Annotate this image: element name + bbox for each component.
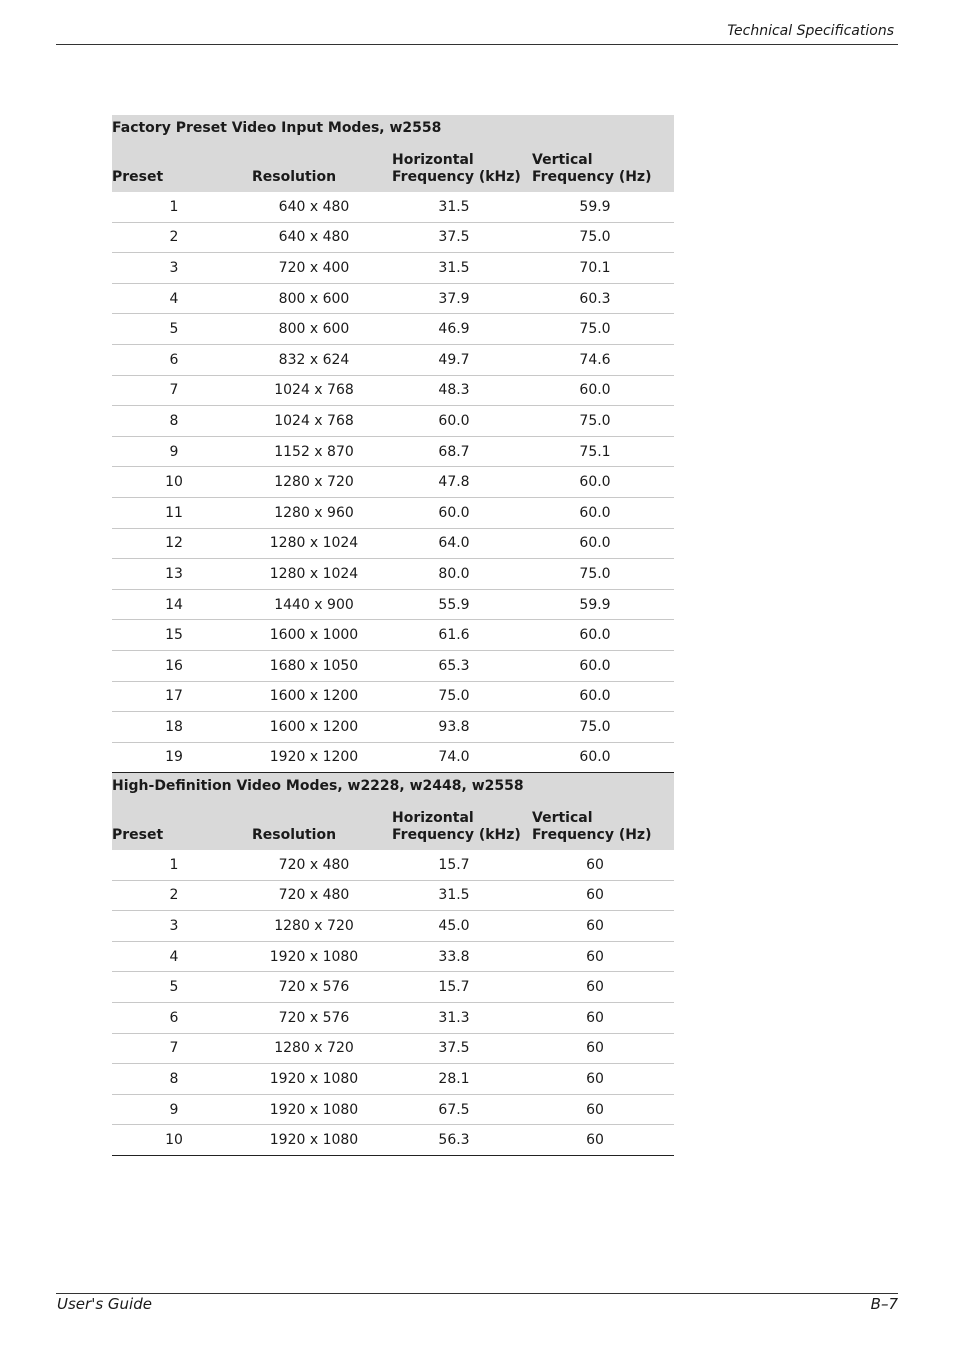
column-headers: [112, 140, 674, 192]
cell-resolution: 1920 x 1080: [269, 1132, 359, 1149]
column-headers: [112, 798, 674, 850]
cell-resolution: 1280 x 960: [274, 504, 354, 521]
cell-vertical-frequency: 75.0: [579, 229, 611, 246]
table-row: [112, 528, 674, 559]
col-horizontal-line2: Frequency (kHz): [392, 169, 521, 185]
cell-vertical-frequency: 70.1: [579, 259, 611, 276]
cell-preset: 4: [169, 948, 179, 965]
factory-preset-table: [112, 115, 674, 773]
cell-horizontal-frequency: 37.9: [438, 290, 470, 307]
cell-resolution: 1920 x 1080: [269, 1070, 359, 1087]
cell-resolution: 1600 x 1200: [269, 718, 359, 735]
cell-horizontal-frequency: 56.3: [438, 1132, 470, 1149]
table-row: [112, 850, 674, 880]
cell-vertical-frequency: 59.9: [579, 596, 611, 613]
cell-horizontal-frequency: 31.3: [438, 1009, 470, 1026]
cell-horizontal-frequency: 15.7: [438, 856, 470, 873]
cell-preset: 10: [165, 474, 183, 491]
table-row: [112, 910, 674, 941]
table-body: [112, 192, 674, 772]
cell-horizontal-frequency: 47.8: [438, 474, 470, 491]
cell-resolution: 800 x 600: [278, 290, 350, 307]
cell-horizontal-frequency: 55.9: [438, 596, 470, 613]
cell-preset: 9: [169, 443, 179, 460]
table-row: [112, 1002, 674, 1033]
table-row: [112, 558, 674, 589]
table-row: [112, 650, 674, 681]
table-header: [112, 115, 674, 192]
cell-resolution: 1600 x 1000: [269, 627, 359, 644]
cell-preset: 12: [165, 535, 183, 552]
cell-horizontal-frequency: 93.8: [438, 718, 470, 735]
cell-horizontal-frequency: 64.0: [438, 535, 470, 552]
col-resolution: Resolution: [252, 169, 337, 185]
cell-horizontal-frequency: 48.3: [438, 382, 470, 399]
cell-horizontal-frequency: 61.6: [438, 627, 470, 644]
cell-preset: 1: [169, 856, 179, 873]
cell-vertical-frequency: 75.0: [579, 565, 611, 582]
cell-horizontal-frequency: 67.5: [438, 1101, 470, 1118]
cell-preset: 8: [169, 412, 179, 429]
table-row: [112, 971, 674, 1002]
cell-resolution: 1600 x 1200: [269, 688, 359, 705]
cell-horizontal-frequency: 75.0: [438, 688, 470, 705]
cell-preset: 16: [165, 657, 183, 674]
cell-preset: 1: [169, 198, 179, 215]
cell-vertical-frequency: 60: [586, 1101, 604, 1118]
cell-horizontal-frequency: 15.7: [438, 979, 470, 996]
cell-preset: 4: [169, 290, 179, 307]
col-vertical-line1: Vertical: [532, 810, 593, 826]
col-horizontal: [392, 810, 532, 844]
cell-horizontal-frequency: 37.5: [438, 1040, 470, 1057]
cell-resolution: 1920 x 1200: [269, 749, 359, 766]
cell-resolution: 720 x 576: [278, 1009, 350, 1026]
cell-preset: 2: [169, 229, 179, 246]
cell-preset: 6: [169, 351, 179, 368]
col-horizontal-line1: Horizontal: [392, 152, 474, 168]
cell-resolution: 720 x 480: [278, 856, 350, 873]
cell-resolution: 1152 x 870: [274, 443, 354, 460]
cell-vertical-frequency: 59.9: [579, 198, 611, 215]
cell-resolution: 1280 x 720: [274, 917, 354, 934]
col-horizontal-line1: Horizontal: [392, 810, 474, 826]
cell-preset: 13: [165, 565, 183, 582]
cell-preset: 19: [165, 749, 183, 766]
cell-horizontal-frequency: 31.5: [438, 887, 470, 904]
cell-vertical-frequency: 60: [586, 1070, 604, 1087]
cell-preset: 18: [165, 718, 183, 735]
cell-vertical-frequency: 60.3: [579, 290, 611, 307]
cell-resolution: 1024 x 768: [274, 382, 354, 399]
cell-horizontal-frequency: 74.0: [438, 749, 470, 766]
table-row: [112, 1124, 674, 1155]
cell-vertical-frequency: 75.0: [579, 412, 611, 429]
cell-horizontal-frequency: 28.1: [438, 1070, 470, 1087]
col-horizontal: [392, 152, 532, 186]
cell-vertical-frequency: 74.6: [579, 351, 611, 368]
cell-resolution: 1680 x 1050: [269, 657, 359, 674]
cell-vertical-frequency: 75.0: [579, 321, 611, 338]
header-rule: [56, 44, 898, 45]
table-row: [112, 619, 674, 650]
table-row: [112, 375, 674, 406]
table-row: [112, 283, 674, 314]
cell-vertical-frequency: 60: [586, 1132, 604, 1149]
cell-horizontal-frequency: 31.5: [438, 259, 470, 276]
cell-resolution: 1024 x 768: [274, 412, 354, 429]
table-title: Factory Preset Video Input Modes, w2558: [112, 120, 442, 136]
cell-resolution: 1280 x 720: [274, 474, 354, 491]
cell-horizontal-frequency: 46.9: [438, 321, 470, 338]
cell-resolution: 800 x 600: [278, 321, 350, 338]
table-row: [112, 252, 674, 283]
table-row: [112, 497, 674, 528]
col-preset: Preset: [112, 169, 164, 185]
table-row: [112, 1094, 674, 1125]
cell-resolution: 720 x 480: [278, 887, 350, 904]
cell-horizontal-frequency: 68.7: [438, 443, 470, 460]
table-row: [112, 466, 674, 497]
cell-resolution: 1280 x 1024: [269, 535, 359, 552]
cell-preset: 11: [165, 504, 183, 521]
cell-preset: 10: [165, 1132, 183, 1149]
col-vertical: [532, 152, 674, 186]
cell-horizontal-frequency: 65.3: [438, 657, 470, 674]
col-horizontal-line2: Frequency (kHz): [392, 827, 521, 843]
col-vertical-line1: Vertical: [532, 152, 593, 168]
cell-vertical-frequency: 60.0: [579, 535, 611, 552]
table-row: [112, 711, 674, 742]
cell-resolution: 1440 x 900: [274, 596, 354, 613]
cell-horizontal-frequency: 37.5: [438, 229, 470, 246]
cell-vertical-frequency: 60: [586, 887, 604, 904]
cell-vertical-frequency: 60.0: [579, 749, 611, 766]
cell-preset: 6: [169, 1009, 179, 1026]
col-vertical-line2: Frequency (Hz): [532, 169, 652, 185]
cell-vertical-frequency: 75.0: [579, 718, 611, 735]
cell-preset: 5: [169, 321, 179, 338]
cell-preset: 7: [169, 1040, 179, 1057]
cell-preset: 2: [169, 887, 179, 904]
table-row: [112, 344, 674, 375]
cell-preset: 3: [169, 917, 179, 934]
cell-preset: 7: [169, 382, 179, 399]
cell-vertical-frequency: 60: [586, 948, 604, 965]
cell-horizontal-frequency: 60.0: [438, 412, 470, 429]
cell-vertical-frequency: 60: [586, 1009, 604, 1026]
cell-horizontal-frequency: 31.5: [438, 198, 470, 215]
col-vertical-line2: Frequency (Hz): [532, 827, 652, 843]
table-row: [112, 681, 674, 712]
table-row: [112, 589, 674, 620]
cell-horizontal-frequency: 33.8: [438, 948, 470, 965]
cell-preset: 3: [169, 259, 179, 276]
cell-preset: 8: [169, 1070, 179, 1087]
footer-guide-title: User's Guide: [57, 1295, 152, 1313]
cell-resolution: 640 x 480: [278, 198, 350, 215]
cell-resolution: 832 x 624: [278, 351, 350, 368]
cell-resolution: 1920 x 1080: [269, 948, 359, 965]
cell-vertical-frequency: 60.0: [579, 474, 611, 491]
cell-preset: 15: [165, 627, 183, 644]
table-row: [112, 313, 674, 344]
cell-vertical-frequency: 60: [586, 1040, 604, 1057]
cell-horizontal-frequency: 45.0: [438, 917, 470, 934]
col-vertical: [532, 810, 674, 844]
cell-preset: 9: [169, 1101, 179, 1118]
table-row: [112, 1033, 674, 1064]
table-body: [112, 850, 674, 1155]
cell-preset: 5: [169, 979, 179, 996]
cell-resolution: 1920 x 1080: [269, 1101, 359, 1118]
cell-vertical-frequency: 60: [586, 856, 604, 873]
cell-vertical-frequency: 75.1: [579, 443, 611, 460]
table-row: [112, 1063, 674, 1094]
col-resolution: Resolution: [252, 827, 337, 843]
cell-vertical-frequency: 60.0: [579, 382, 611, 399]
footer-rule: [56, 1293, 898, 1294]
table-row: [112, 405, 674, 436]
table-row: [112, 742, 674, 773]
hd-video-modes-table: [112, 773, 674, 1156]
cell-vertical-frequency: 60: [586, 979, 604, 996]
cell-horizontal-frequency: 49.7: [438, 351, 470, 368]
cell-vertical-frequency: 60.0: [579, 657, 611, 674]
running-header: Technical Specifications: [727, 23, 894, 39]
cell-resolution: 720 x 576: [278, 979, 350, 996]
cell-horizontal-frequency: 60.0: [438, 504, 470, 521]
cell-vertical-frequency: 60: [586, 917, 604, 934]
table-header: [112, 773, 674, 850]
table-row: [112, 436, 674, 467]
cell-vertical-frequency: 60.0: [579, 504, 611, 521]
cell-preset: 14: [165, 596, 183, 613]
cell-resolution: 1280 x 1024: [269, 565, 359, 582]
cell-horizontal-frequency: 80.0: [438, 565, 470, 582]
page-number: B–7: [870, 1295, 898, 1313]
cell-resolution: 640 x 480: [278, 229, 350, 246]
cell-resolution: 720 x 400: [278, 259, 350, 276]
cell-preset: 17: [165, 688, 183, 705]
cell-vertical-frequency: 60.0: [579, 627, 611, 644]
table-row: [112, 222, 674, 253]
cell-resolution: 1280 x 720: [274, 1040, 354, 1057]
cell-vertical-frequency: 60.0: [579, 688, 611, 705]
table-row: [112, 880, 674, 911]
table-title: High-Definition Video Modes, w2228, w2448, w2558: [112, 778, 524, 794]
table-row: [112, 941, 674, 972]
col-preset: Preset: [112, 827, 164, 843]
table-row: [112, 192, 674, 222]
